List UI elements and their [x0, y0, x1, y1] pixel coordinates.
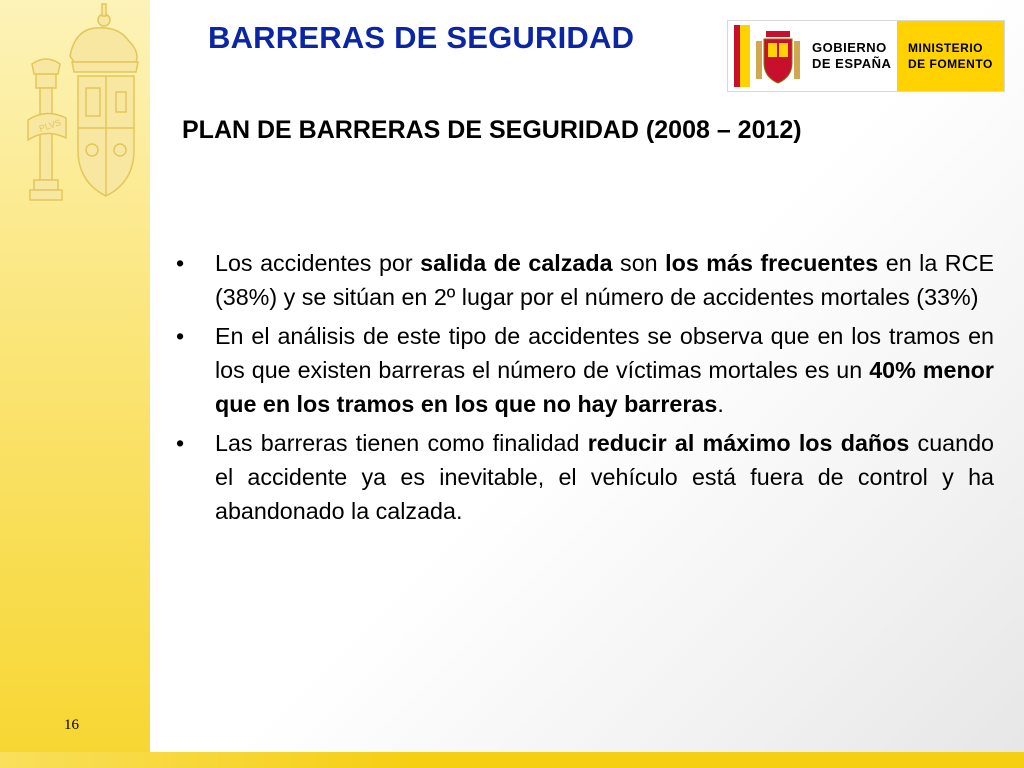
bullet-dot-icon: • — [176, 250, 185, 276]
bullet-text-bold: 40% menor que en los tramos en los que no hay barreras — [215, 357, 994, 417]
subtitle-bold: PLAN DE BARRERAS DE SEGURIDAD — [182, 116, 639, 144]
bullet-text: Los accidentes por — [215, 250, 421, 276]
bullet-text: son — [612, 250, 666, 276]
logo-ministerio-line: MINISTERIO — [908, 41, 984, 55]
bullet-dot-icon: • — [176, 323, 185, 349]
gobierno-logo — [727, 20, 1005, 92]
bullet-text-bold: los más frecuentes — [665, 250, 879, 276]
svg-text:PLVS: PLVS — [37, 117, 63, 134]
subtitle — [182, 116, 802, 145]
bullet-text-bold: salida de calzada — [420, 250, 613, 276]
bottom-yellow-band — [0, 752, 1024, 768]
bullet-item — [176, 426, 994, 528]
bullet-text: . — [717, 391, 724, 417]
page-title: BARRERAS DE SEGURIDAD — [208, 20, 635, 55]
bullet-text: En el análisis de este tipo de accidentes se observa que en los tramos en los que existen barreras el número de víctimas mortales es un — [215, 323, 994, 383]
bullet-text: Las barreras tienen como finalidad — [215, 430, 588, 456]
coat-of-arms-small-icon — [756, 31, 800, 83]
bullet-text: en la RCE (38%) y se sitúan en 2º lugar por el número de accidentes mortales (33%) — [215, 250, 994, 310]
bullet-text: cuando el accidente ya es inevitable, el vehículo está fuera de control y ha abandonado la calzada. — [215, 430, 994, 524]
logo-espana-line: DE ESPAÑA — [812, 56, 892, 71]
bullet-item — [176, 246, 994, 314]
subtitle-years: (2008 – 2012) — [638, 116, 802, 144]
bullet-dot-icon: • — [176, 430, 185, 456]
coat-of-arms-icon — [0, 0, 150, 210]
bullet-item — [176, 319, 994, 421]
logo-gobierno-line: GOBIERNO — [812, 40, 887, 55]
page-number: 16 — [64, 717, 79, 733]
bullet-list — [176, 246, 994, 533]
logo-fomento-line: DE FOMENTO — [908, 57, 993, 71]
bullet-text-bold: reducir al máximo los daños — [587, 430, 910, 456]
